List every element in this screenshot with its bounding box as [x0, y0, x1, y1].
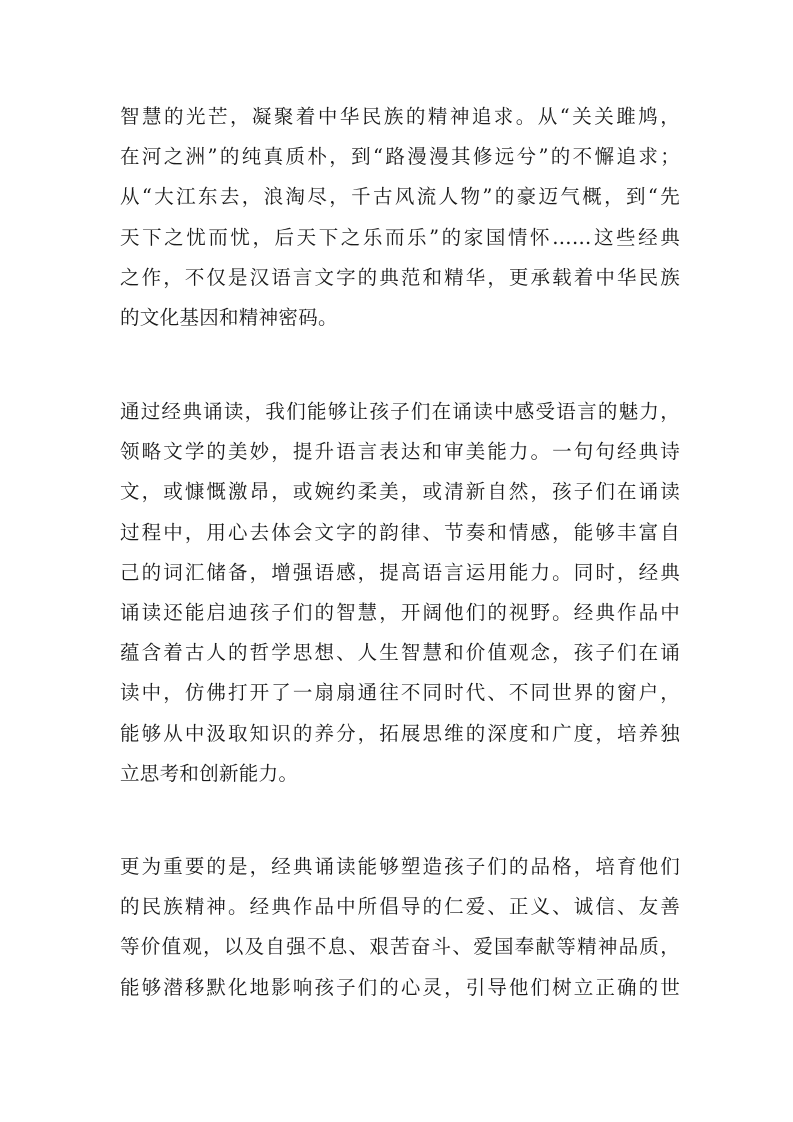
- text-line: 诵读还能启迪孩子们的智慧，开阔他们的视野。经典作品中: [120, 600, 680, 624]
- text-line: 读中，仿佛打开了一扇扇通往不同时代、不同世界的窗户，: [120, 681, 680, 705]
- text-line: 通过经典诵读，我们能够让孩子们在诵读中感受语言的魅力，: [120, 400, 680, 423]
- paragraph-1: [120, 97, 680, 338]
- text-line: 智慧的光芒，凝聚着中华民族的精神追求。从“关关雎鸠，: [120, 105, 680, 128]
- text-line: 从“大江东去，浪淘尽，千古风流人物”的豪迈气概，到“先: [120, 185, 680, 209]
- paragraph-2: [120, 392, 680, 794]
- text-line: 的民族精神。经典作品中所倡导的仁爱、正义、诚信、友善: [120, 895, 680, 919]
- text-line: 领略文学的美妙，提升语言表达和审美能力。一句句经典诗: [120, 440, 680, 464]
- text-line: 更为重要的是，经典诵读能够塑造孩子们的品格，培育他们: [120, 855, 680, 878]
- text-line-last: 的文化基因和精神密码。: [120, 305, 338, 329]
- text-line: 之作，不仅是汉语言文字的典范和精华，更承载着中华民族: [120, 265, 680, 289]
- text-line: 文，或慷慨激昂，或婉约柔美，或清新自然，孩子们在诵读: [120, 480, 680, 504]
- text-line: 在河之洲”的纯真质朴，到“路漫漫其修远兮”的不懈追求；: [120, 145, 680, 169]
- text-line: 天下之忧而忧，后天下之乐而乐”的家国情怀……这些经典: [120, 225, 680, 249]
- text-line: 蕴含着古人的哲学思想、人生智慧和价值观念，孩子们在诵: [120, 641, 680, 665]
- text-line-last: 立思考和创新能力。: [120, 761, 299, 785]
- text-line: 己的词汇储备，增强语感，提高语言运用能力。同时，经典: [120, 560, 680, 584]
- text-line: 等价值观，以及自强不息、艰苦奋斗、爱国奉献等精神品质，: [120, 935, 680, 959]
- text-line: 能够潜移默化地影响孩子们的心灵，引导他们树立正确的世: [120, 975, 680, 999]
- text-line: 能够从中汲取知识的养分，拓展思维的深度和广度，培养独: [120, 721, 680, 745]
- paragraph-3: [120, 847, 680, 1008]
- text-line: 过程中，用心去体会文字的韵律、节奏和情感，能够丰富自: [120, 520, 680, 544]
